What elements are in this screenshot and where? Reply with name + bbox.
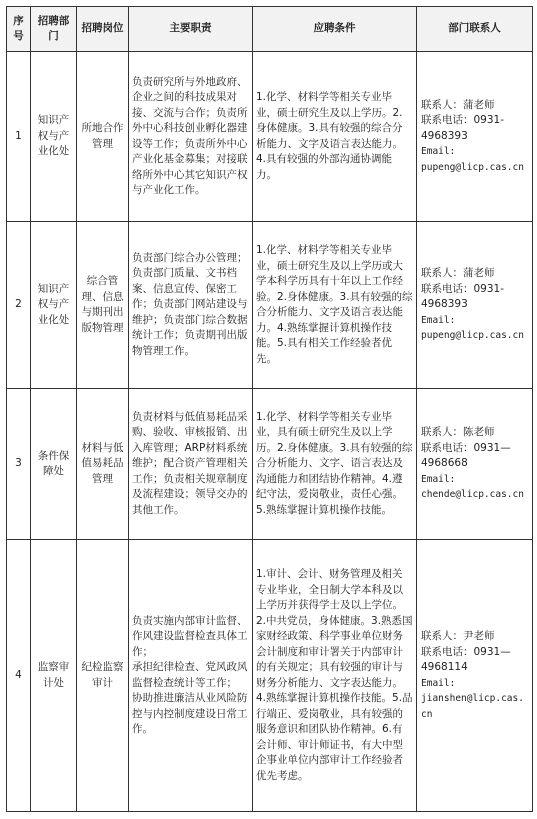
table-row	[7, 52, 533, 222]
row-position: 综合管理、信息与期刊出版物管理	[77, 222, 129, 389]
row-duties: 负责部门综合办公管理；负责部门质量、文书档案、信息宣传、保密工作；负责部门网站建设与维护；负责部门综合数据统计工作；负责期刊出版物管理工作。	[129, 222, 253, 389]
row-contact	[417, 52, 533, 222]
table-row	[7, 540, 533, 812]
table-row	[7, 222, 533, 389]
header-dept: 招聘部门	[31, 7, 77, 52]
header-requirements: 应聘条件	[253, 7, 417, 52]
header-no: 序号	[7, 7, 31, 52]
row-dept: 监察审计处	[31, 540, 77, 812]
contact-email-link[interactable]: jianshen@licp.cas.cn	[421, 693, 524, 720]
row-no: 2	[7, 222, 31, 389]
row-dept: 知识产权与产业化处	[31, 52, 77, 222]
row-requirements: 1.化学、材料学等相关专业毕业，硕士研究生及以上学历或大学本科学历具有十年以上工作经验。2.身体健康。3.具有较强的综合分析能力、文字及语言表达能力。4.熟练掌握计算机操作技能。5.具有相关工作经验者优先。	[253, 222, 417, 389]
row-position: 纪检监察审计	[77, 540, 129, 812]
row-position: 材料与低值易耗品管理	[77, 389, 129, 540]
row-duties: 负责材料与低值易耗品采购、验收、审核报销、出入库管理；ARP材料系统维护；配合资产管理相关工作；负责相关规章制度及流程建设；领导交办的其他工作。	[129, 389, 253, 540]
row-no: 3	[7, 389, 31, 540]
contact-name: 联系人：尹老师	[421, 630, 495, 642]
row-dept: 知识产权与产业化处	[31, 222, 77, 389]
row-position: 所地合作管理	[77, 52, 129, 222]
contact-email-label: Email:	[421, 146, 456, 158]
contact-email-label: Email:	[421, 314, 456, 326]
contact-email-label: Email:	[421, 677, 456, 689]
contact-email-label: Email:	[421, 473, 456, 485]
contact-email-link[interactable]: chende@licp.cas.cn	[421, 489, 524, 501]
header-position: 招聘岗位	[77, 7, 129, 52]
contact-phone: 联系电话：0931-4968393	[421, 282, 505, 311]
contact-phone: 联系电话：0931-4968393	[421, 114, 505, 142]
row-no: 4	[7, 540, 31, 812]
table-row	[7, 389, 533, 540]
row-duties: 负责实施内部审计监督、作风建设监督检查具体工作； 承担纪律检查、党风政风监督检查统计等工作； 协助推进廉洁从业风险防控与内控制度建设日常工作。	[129, 540, 253, 812]
row-contact	[417, 540, 533, 812]
header-duties: 主要职责	[129, 7, 253, 52]
row-contact	[417, 222, 533, 389]
row-duties: 负责研究所与外地政府、企业之间的科技成果对接、交流与合作；负责所外中心科技创业孵化器建设等工作；负责所外中心产业化基金募集；对接联络所外中心其它知识产权与产业化工作。	[129, 52, 253, 222]
row-requirements: 1.化学、材料学等相关专业毕业，硕士研究生及以上学历。2.身体健康。3.具有较强的综合分析能力、文字及语言表达能力。4.具有较强的外部沟通协调能力。	[253, 52, 417, 222]
row-dept: 条件保障处	[31, 389, 77, 540]
contact-email-link[interactable]: pupeng@licp.cas.cn	[421, 161, 524, 173]
contact-phone: 联系电话：0931—4968668	[421, 441, 511, 470]
recruitment-table	[6, 6, 533, 812]
row-contact	[417, 389, 533, 540]
contact-name: 联系人：蒲老师	[421, 267, 495, 280]
header-contact: 部门联系人	[417, 7, 533, 52]
header-row	[7, 7, 533, 52]
row-requirements: 1.化学、材料学等相关专业毕业，具有硕士研究生及以上学历。2.身体健康。3.具有较强的综合分析能力、文字、语言表达及沟通能力和团结协作精神。4.遵纪守法，爱岗敬业，责任心强。5.熟练掌握计算机操作技能。	[253, 389, 417, 540]
contact-email-link[interactable]: pupeng@licp.cas.cn	[421, 330, 524, 342]
contact-name: 联系人：蒲老师	[421, 98, 495, 111]
contact-phone: 联系电话：0931—4968114	[421, 645, 511, 673]
contact-name: 联系人：陈老师	[421, 426, 495, 439]
row-no: 1	[7, 52, 31, 222]
row-requirements: 1.审计、会计、财务管理及相关专业毕业，全日制大学本科及以上学历并获得学士及以上学位。2.中共党员，身体健康。3.熟悉国家财经政策、科学事业单位财务会计制度和审计署关于内部审计的有关规定；具有较强的审计与财务分析能力、文字表达能力。4.熟练掌握计算机操作技能。5.品行端正、爱岗敬业，具有较强的服务意识和团队协作精神。6.有会计师、审计师证书，有大中型企事业单位内部审计工作经验者优先考虑。	[253, 540, 417, 812]
